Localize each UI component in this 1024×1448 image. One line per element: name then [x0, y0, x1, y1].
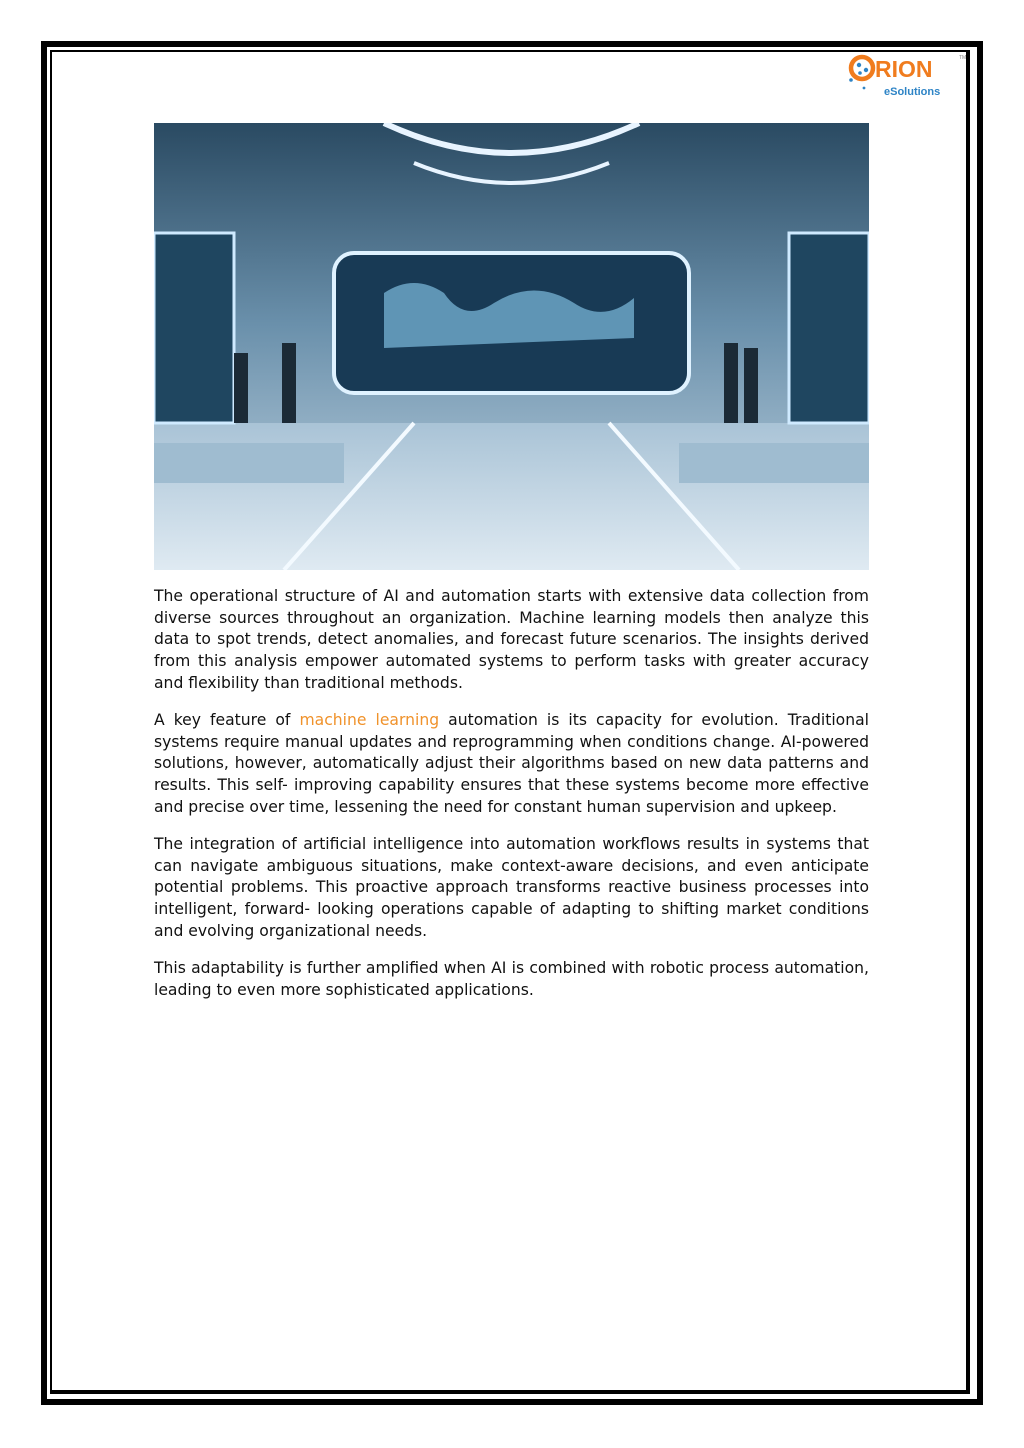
paragraph-1: The operational structure of AI and automation starts with extensive data collection from diverse sources throughout an organization. Machine learning models then analyze this data to spot trends, detect anomalies, and forecast future scenarios. The insights derived from this analysis empower automated systems to perform tasks with greater accuracy and flexibility than traditional methods.	[154, 587, 869, 692]
body-text	[154, 586, 869, 1017]
paragraph-2	[154, 710, 869, 819]
logo-sub-text: eSolutions	[884, 86, 941, 98]
paragraph-2-end: automation is its capacity for evolution. Traditional systems require manual updates and reprogramming when conditions change. AI-powered solutions, however, automatically adjust their algorithms based on new data patterns and results. This self- improving capability ensures that these systems become more effective and precise over time, lessening the need for constant human supervision and upkeep.	[154, 711, 869, 816]
logo-brand-text: RION	[875, 56, 933, 82]
paragraph-3: The integration of artificial intelligence into automation workflows results in systems that can navigate ambiguous situations, make context-aware decisions, and even anticipate potential problems. This proactive approach transforms reactive business processes into intelligent, forward- looking operations capable of adapting to shifting market conditions and evolving organizational needs.	[154, 835, 869, 940]
hero-image	[154, 123, 869, 570]
logo-tm-text: TM	[959, 55, 967, 61]
paragraph-2-start: A key feature of	[154, 711, 300, 730]
machine-learning-link[interactable]: machine learning	[299, 711, 440, 730]
paragraph-4: This adaptability is further amplified when AI is combined with robotic process automation, leading to even more sophisticated applications.	[154, 959, 869, 999]
orion-logo	[846, 52, 971, 98]
